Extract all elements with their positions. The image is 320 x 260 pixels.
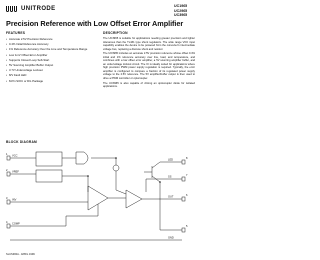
pin-number: 5 [186,225,188,228]
feature-item: • 3.7V Undervoltage Lockout [6,68,101,73]
part-number: UC1965 [174,4,188,8]
description-paragraph: The UC3965 is also capable of driving an optocoupler diode for isolated applications. [103,81,195,89]
pin-number: 8 [186,157,188,160]
pin-number: 4 [6,221,8,224]
page-title: Precision Reference with Low Offset Error Amplifier [6,19,184,28]
feature-item: • 0.4% Initial Reference Accuracy [6,42,101,47]
pin-label: OUT [168,195,174,199]
document-code: SLUS384A - APRIL 1999 [6,253,35,256]
pin-number: 2 [6,169,8,172]
pin-label: VREF [12,170,19,174]
feature-item: • 8/V Fault LED [6,73,101,78]
pin-label: INV [12,198,17,202]
pin-label: GND [168,236,174,240]
pin-number: 3 [6,197,8,200]
description-heading: DESCRIPTION [103,31,128,35]
unitrode-logo [6,6,56,12]
part-numbers [174,4,196,18]
pin-number: 7 [186,174,188,177]
block-diagram-heading: BLOCK DIAGRAM [6,140,37,144]
features-list [6,37,101,84]
feature-item: • Low 1mV Offset Error Amplifier [6,53,101,58]
feature-item: • 8-Pin SOIC or DIL Package [6,79,101,84]
features-heading: FEATURES [6,31,26,35]
part-number: UC3965 [174,13,188,18]
pin-label: SS [168,175,172,179]
brand-name: UNITRODE [21,6,56,12]
pin-number: 1 [6,153,8,156]
pin-label: LED [168,158,174,162]
feature-item: • Supports Closed Loop Soft-Start [6,58,101,63]
description-paragraph: The UC3965 is suitable for applications needing greater precision and tighter tolerances than the TL431 type shunt regulators. The wide range VCC input capability enables the device to be powered from the converter's intermediate voltage bus, replacing a discrete shunt and resistor. [103,37,195,51]
feature-item: • 1% Reference Accuracy Over the Line and Temperature Range [6,47,101,52]
part-number: UC2965 [174,8,188,13]
pin-label: VCC [12,154,18,158]
unitrode-logo-mark [6,6,18,12]
description-body [103,37,195,90]
description-paragraph: The UC3965 includes an accurate 2.5V precision reference whose offset 0.4% initial and 1% reference accuracy over line, load, and temperature, and combines with a low offset error amplifier, a 5V sourcing amplifier buffer, and an undervoltage lockout circuit. The IC is ideally suited for applications where high precision PWM power supply regulation is required. Typically, the error amplifier is configured to compare a fraction of its regulated power supply voltage to the 2.5V reference. The 5V amplifier/buffer output is then used to drive a PWM controller or optocoupler. [103,52,195,80]
feature-item: • Accurate 2.5V Precision Reference [6,37,101,42]
block-diagram [6,146,195,248]
pin-label: COMP [12,222,20,226]
pin-number: 6 [186,194,188,197]
feature-item: • 5V Sourcing Amplifier Buffer Output [6,63,101,68]
